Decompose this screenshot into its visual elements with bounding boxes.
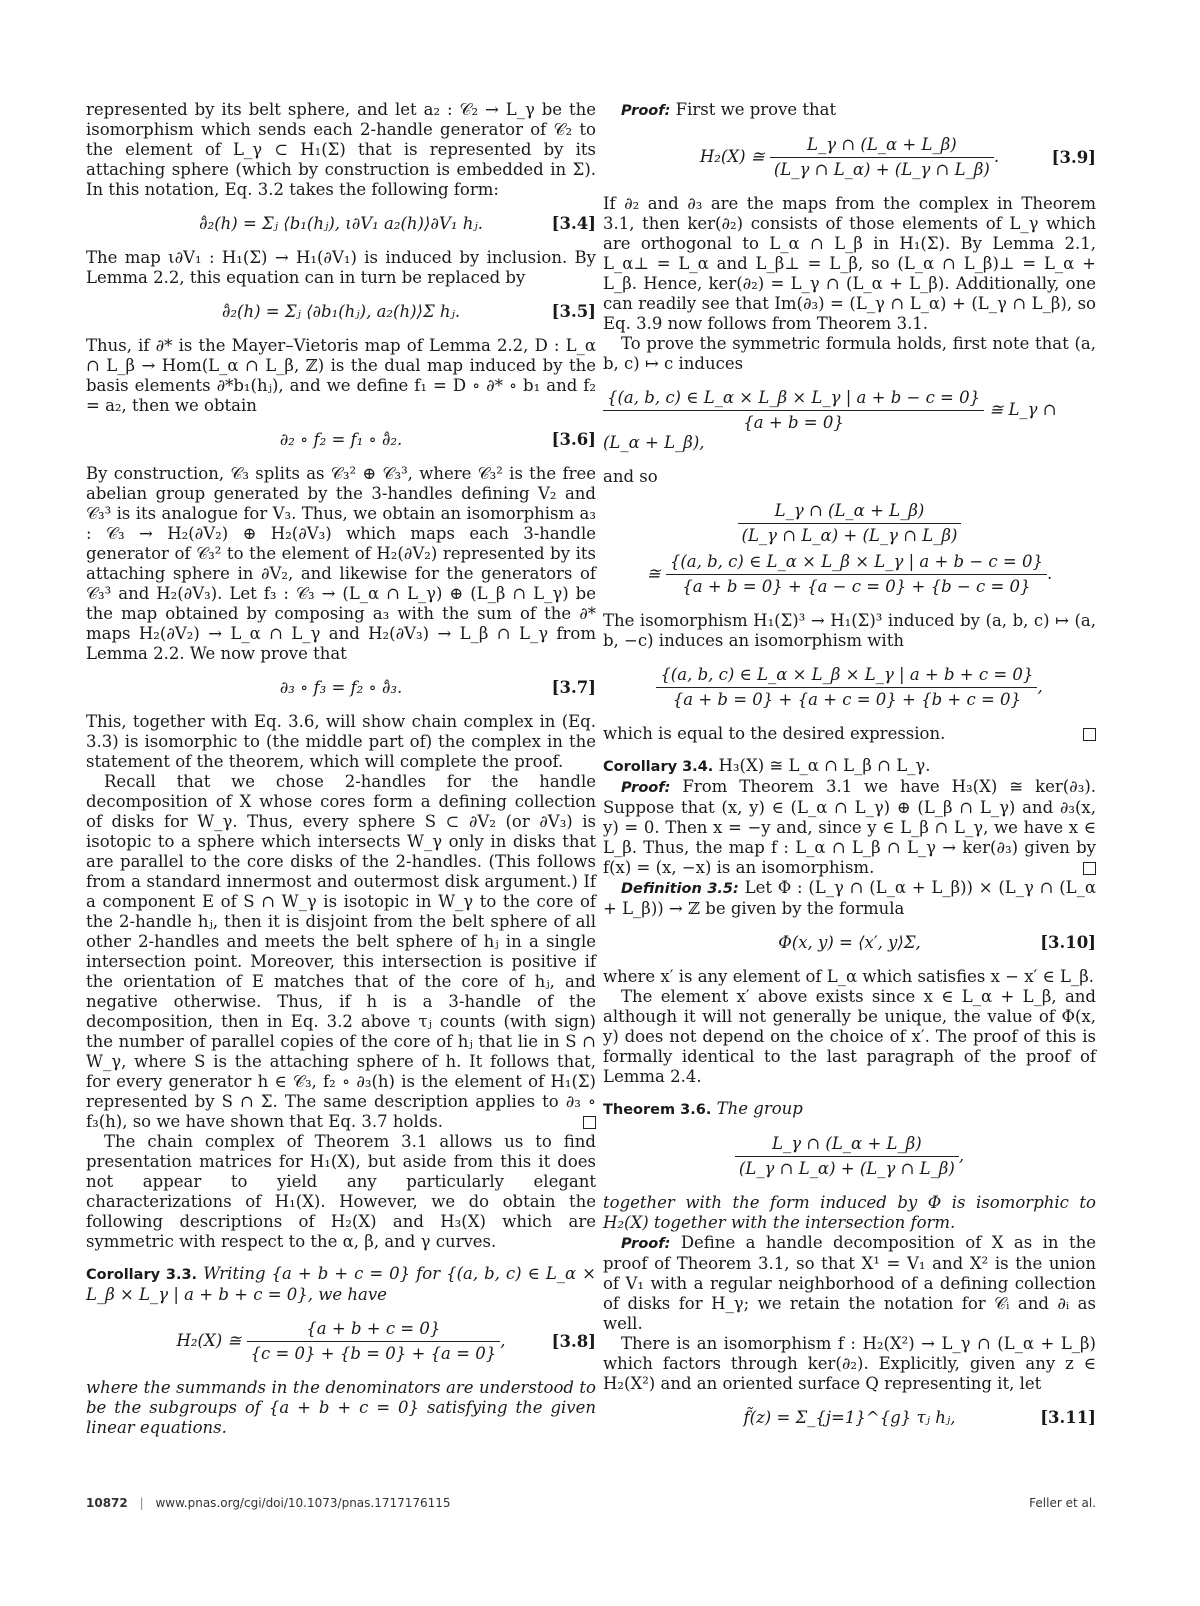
numerator: {a + b + c = 0} (247, 1319, 501, 1342)
theorem-3-6 (603, 1099, 1096, 1120)
denominator: {a + b = 0} + {a + c = 0} + {b + c = 0} (672, 690, 1022, 709)
numerator: L_γ ∩ (L_α + L_β) (770, 135, 994, 158)
denominator: {a + b = 0} + {a − c = 0} + {b − c = 0} (682, 577, 1031, 596)
numerator: {(a, b, c) ∈ L_α × L_β × L_γ | a + b + c = 0} (656, 665, 1037, 688)
denominator: (L_γ ∩ L_α) + (L_γ ∩ L_β) (741, 526, 958, 545)
denominator: {c = 0} + {b = 0} + {a = 0} (250, 1344, 497, 1363)
equation-3-7 (86, 678, 596, 698)
paragraph: and so (603, 467, 658, 486)
equation-body: ∂₂ ∘ f₂ = f₁ ∘ ∂̂₂. (279, 430, 403, 449)
equation-tag: [3.9] (1051, 147, 1096, 167)
numerator: {(a, b, c) ∈ L_α × L_β × L_γ | a + b − c = 0} (603, 388, 984, 411)
fraction (656, 665, 1037, 710)
equation-tag: [3.11] (1040, 1408, 1096, 1427)
denominator: (L_γ ∩ L_α) + (L_γ ∩ L_β) (738, 1159, 955, 1178)
footer-separator: | (139, 1496, 144, 1510)
doi-link[interactable]: www.pnas.org/cgi/doi/10.1073/pnas.1717176115 (155, 1496, 451, 1510)
proof-heading: Proof: (621, 780, 671, 796)
paragraph: To prove the symmetric formula holds, first note that (a, b, c) ↦ c induces (603, 334, 1096, 373)
definition-heading: Definition 3.5: (621, 881, 739, 897)
numerator: L_γ ∩ (L_α + L_β) (735, 1134, 959, 1157)
corollary-3-4 (603, 756, 1096, 777)
paragraph: represented by its belt sphere, and let a₂ : 𝒞₂ → L_γ be the isomorphism which sends each 2-handle generator of 𝒞₂ to the element of L_γ ⊂ H₁(Σ) that is represented by its attaching sphere (which by construction is embedded in Σ). In this notation, Eq. 3.2 takes the following form: (86, 100, 596, 199)
equation-3-6 (86, 430, 596, 450)
fraction (247, 1319, 501, 1364)
proof-text: Define a handle decomposition of X as in the proof of Theorem 3.1, so that X¹ = V₁ and X² is the union of V₁ with a regular neighborhood of a defining collection of disks for H_γ; we retain the notation for 𝒞ᵢ and ∂ᵢ as well. (603, 1233, 1096, 1333)
definition-3-5 (603, 878, 1096, 919)
corollary-proof (603, 777, 1096, 878)
fraction (735, 1134, 959, 1179)
proof-start (603, 1233, 1096, 1334)
paragraph: together with the form induced by Φ is isomorphic to H₂(X) together with the intersection form. (603, 1193, 1096, 1232)
equation-body: ∂̂₂(h) = Σⱼ ⟨∂b₁(hⱼ), a₂(h)⟩Σ hⱼ. (221, 302, 461, 321)
theorem-heading: Theorem 3.6. (603, 1102, 712, 1118)
paragraph-text: Recall that we chose 2-handles for the handle decomposition of X whose cores form a defining collection of disks for W_γ. Thus, every sphere S ⊂ ∂V₂ (or ∂V₃) is isotopic to a sphere which intersects W_γ only in disks that are parallel to the core disks of the 2-handles. (This follows from a standard innermost and outermost disk argument.) If a component E of S ∩ W_γ is isotopic in W_γ to the core of the 2-handle hⱼ, then it is disjoint from the belt sphere of all other 2-handles and meets the belt sphere of hⱼ in a single intersection point. Moreover, this intersection is positive if the orientation of E matches that of the core of hⱼ, and negative otherwise. Thus, if h is a 3-handle of the decomposition, then in Eq. 3.2 above τⱼ counts (with sign) the number of parallel copies of the core of hⱼ that lie in S ∩ W_γ, where S is the attaching sphere of h. It follows that, for every generator h ∈ 𝒞₃, f₂ ∘ ∂₃(h) is the element of H₁(Σ) represented by S ∩ Σ. The same description applies to ∂₃ ∘ f₃(h), so we have shown that Eq. 3.7 holds. (86, 772, 596, 1131)
qed-icon (1083, 862, 1096, 875)
corollary-text: H₃(X) ≅ L_α ∩ L_β ∩ L_γ. (718, 756, 931, 775)
proof-text: From Theorem 3.1 we have H₃(X) ≅ ker(∂₃). Suppose that (x, y) ∈ (L_α ∩ L_γ) ⊕ (L_β ∩ L_γ) and ∂₃(x, y) = 0. Then x = −y and, since y ∈ L_β ∩ L_γ, we have x ∈ L_β. Thus, the map f : L_α ∩ L_β ∩ L_γ → ker(∂₃) given by f(x) = (x, −x) is an isomorphism. (603, 777, 1096, 877)
paragraph: The map ι∂V₁ : H₁(Σ) → H₁(∂V₁) is induced by inclusion. By Lemma 2.2, this equation can in turn be replaced by (86, 248, 596, 287)
paragraph: The element x′ above exists since x ∈ L_α + L_β, and although it will not generally be unique, the value of Φ(x, y) does not depend on the choice of x′. The proof of this is formally identical to the last paragraph of the proof of Lemma 2.4. (603, 987, 1096, 1086)
equation-lhs: H₂(X) ≅ (699, 147, 765, 166)
equation-3-4 (86, 214, 596, 234)
equation-tag: [3.4] (551, 214, 596, 233)
equation-3-10 (603, 933, 1096, 953)
equation-body: f̃(z) = Σ_{j=1}^{g} τⱼ hⱼ, (743, 1408, 956, 1427)
equation-tag: [3.6] (551, 430, 596, 449)
equation-rhs: ≅ L_γ ∩ (L_α + L_β), (603, 400, 1057, 452)
proof-heading: Proof: (621, 1236, 671, 1252)
definition-text: Let Φ : (L_γ ∩ (L_α + L_β)) × (L_γ ∩ (L_α + L_β)) → ℤ be given by the formula (603, 878, 1097, 918)
paragraph: where x′ is any element of L_α which satisfies x − x′ ∈ L_β. (603, 967, 1094, 986)
fraction (603, 388, 984, 433)
equation-body: Φ(x, y) = ⟨x′, y⟩Σ, (778, 933, 921, 952)
right-column (603, 100, 1096, 1442)
paragraph (603, 724, 1096, 744)
proof-start (603, 100, 1096, 121)
corollary-heading: Corollary 3.3. (86, 1267, 198, 1283)
footer-authors: Feller et al. (1029, 1496, 1096, 1510)
paragraph: If ∂₂ and ∂₃ are the maps from the complex in Theorem 3.1, then ker(∂₂) consists of those elements of L_γ which are orthogonal to L_α ∩ L_β in H₁(Σ). By Lemma 2.1, L_α⊥ = L_α and L_β⊥ = L_β, so (L_α ∩ L_β)⊥ = L_α + L_β. Hence, ker(∂₂) = L_γ ∩ (L_α + L_β). Additionally, one can readily see that Im(∂₃) = (L_γ ∩ L_α) + (L_γ ∩ L_β), so Eq. 3.9 now follows from Theorem 3.1. (603, 194, 1096, 333)
fraction (666, 552, 1047, 597)
proof-heading: Proof: (621, 103, 671, 119)
equation-3-5 (86, 302, 596, 322)
page-number: 10872 (86, 1496, 128, 1510)
paragraph: There is an isomorphism f : H₂(X²) → L_γ ∩ (L_α + L_β) which factors through ker(∂₂). Explicitly, given any z ∈ H₂(X²) and an oriented surface Q representing it, let (603, 1334, 1096, 1393)
paragraph: This, together with Eq. 3.6, will show chain complex in (Eq. 3.3) is isomorphic to (the middle part of) the complex in the statement of the theorem, which will complete the proof. (86, 712, 596, 771)
paragraph (86, 772, 596, 1132)
corollary-heading: Corollary 3.4. (603, 759, 714, 775)
fraction (770, 135, 994, 180)
equation-unnumbered: $\frac{L\_\gamma \cap (L\_\alpha + L\_\beta)}{(L\_\gamma \cap L\_\alpha) + (L\_\gamma \cap L\_\beta)}$ , (603, 1134, 1096, 1179)
corollary-3-3 (86, 1264, 596, 1305)
fraction (738, 501, 962, 546)
numerator: {(a, b, c) ∈ L_α × L_β × L_γ | a + b − c = 0} (666, 552, 1047, 575)
proof-text: First we prove that (675, 100, 837, 119)
equation-unnumbered: $\frac{L\_\gamma \cap (L\_\alpha + L\_\beta)}{(L\_\gamma \cap L\_\alpha) + (L\_\gamma \cap L\_\beta)}$ ≅ $\frac{\{(a, b, c) \in L\_\alpha \times L\_\beta \times L\_\gamma | a + b - c = 0\}}{\{a + b = 0\} + \{a - c = 0\} + \{b - c = 0\}}$ . (646, 501, 1053, 596)
numerator: L_γ ∩ (L_α + L_β) (738, 501, 962, 524)
theorem-text: The group (716, 1099, 803, 1118)
paragraph: The chain complex of Theorem 3.1 allows us to find presentation matrices for H₁(X), but aside from this it does not appear to yield any particularly elegant characterizations of H₁(X). However, we do obtain the following descriptions of H₂(X) and H₃(X) which are symmetric with respect to the α, β, and γ curves. (86, 1132, 596, 1251)
corollary-text: Writing {a + b + c = 0} for {(a, b, c) ∈ L_α × L_β × L_γ | a + b + c = 0}, we have (86, 1264, 596, 1304)
equation-tag: [3.8] (551, 1331, 596, 1351)
equation-tag: [3.10] (1040, 933, 1096, 952)
qed-icon (583, 1116, 596, 1129)
paragraph-text: which is equal to the desired expression. (603, 724, 946, 743)
denominator: {a + b = 0} (743, 413, 844, 432)
page-footer (86, 1496, 1096, 1510)
equation-tag: [3.5] (551, 302, 596, 321)
equation-tag: [3.7] (551, 678, 596, 697)
paragraph: By construction, 𝒞₃ splits as 𝒞₃² ⊕ 𝒞₃³, where 𝒞₃² is the free abelian group generated by the 3-handles defining V₂ and 𝒞₃³ is its analogue for V₃. Thus, we obtain an isomorphism a₃ : 𝒞₃ → H₂(∂V₂) ⊕ H₂(∂V₃) which maps each 3-handle generator of 𝒞₃² to the element of H₂(∂V₂) represented by its attaching sphere in ∂V₂, and likewise for the generators of 𝒞₃³ and H₂(∂V₃). Let f₃ : 𝒞₃ → (L_α ∩ L_γ) ⊕ (L_β ∩ L_γ) be the map obtained by composing a₃ with the sum of the ∂* maps H₂(∂V₂) → L_α ∩ L_γ and H₂(∂V₃) → L_β ∩ L_γ from Lemma 2.2. We now prove that (86, 464, 596, 663)
equation-3-9: H₂(X) ≅ $\frac{L\_\gamma \cap (L\_\alpha + L\_\beta)}{(L\_\gamma \cap L\_\alpha) + (L\_\gamma \cap L\_\beta)}$ . [3.9] (699, 135, 1096, 179)
equation-lhs: H₂(X) ≅ (176, 1331, 242, 1350)
paragraph: The isomorphism H₁(Σ)³ → H₁(Σ)³ induced by (a, b, c) ↦ (a, b, −c) induces an isomorphism with (603, 611, 1096, 650)
qed-icon (1083, 728, 1096, 741)
equation-body: ∂₃ ∘ f₃ = f₂ ∘ ∂̂₃. (279, 678, 403, 697)
equation-body: ∂̂₂(h) = Σⱼ ⟨b₁(hⱼ), ι∂V₁ a₂(h)⟩∂V₁ hⱼ. (199, 214, 483, 233)
equation-unnumbered: $\frac{\{(a, b, c) \in L\_\alpha \times L\_\beta \times L\_\gamma | a + b + c = 0\}}{\{a + b = 0\} + \{a + c = 0\} + \{b + c = 0\}}$ , (603, 665, 1096, 710)
equation-3-8: H₂(X) ≅ $\frac{\{a + b + c = 0\}}{\{c = 0\} + \{b = 0\} + \{a = 0\}}$ , [3.8] (176, 1319, 596, 1363)
left-column (86, 100, 596, 1438)
paragraph: Thus, if ∂* is the Mayer–Vietoris map of Lemma 2.2, D : L_α ∩ L_β → Hom(L_α ∩ L_β, ℤ) is the dual map induced by the basis elements ∂*b₁(hⱼ), and we define f₁ = D ∘ ∂* ∘ b₁ and f₂ = a₂, then we obtain (86, 336, 596, 415)
denominator: (L_γ ∩ L_α) + (L_γ ∩ L_β) (773, 160, 990, 179)
paragraph: where the summands in the denominators are understood to be the subgroups of {a + b + c = 0} satisfying the given linear equations. (86, 1378, 596, 1437)
equation-3-11 (603, 1408, 1096, 1428)
equation-unnumbered (603, 388, 1096, 453)
